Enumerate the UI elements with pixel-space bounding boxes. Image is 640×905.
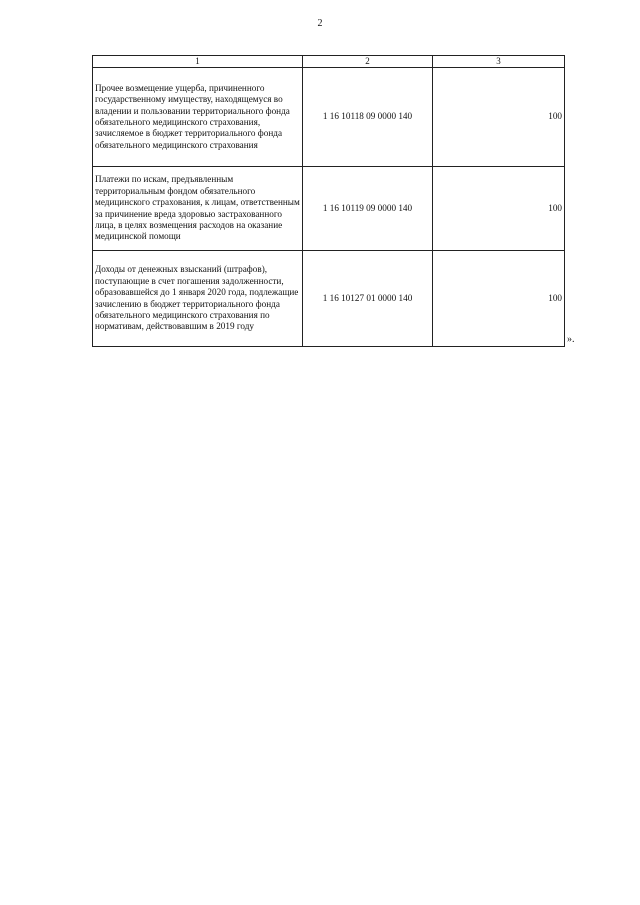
row-value: 100 bbox=[433, 167, 565, 251]
column-header-3: 3 bbox=[433, 56, 565, 68]
row-value: 100 bbox=[433, 68, 565, 167]
closing-quote-mark: ». bbox=[567, 334, 575, 345]
table-row bbox=[93, 251, 565, 347]
column-header-2: 2 bbox=[303, 56, 433, 68]
page-number: 2 bbox=[317, 18, 323, 29]
revenue-table bbox=[92, 55, 565, 347]
row-description: Прочее возмещение ущерба, причиненного государственному имуществу, находящемуся во владении и пользовании территориального фонда обязательного медицинского страхования, зачисляемое в бюджет территориального фонда обязательного медицинского страхования bbox=[93, 68, 303, 167]
row-description: Доходы от денежных взысканий (штрафов), поступающие в счет погашения задолженности, образовавшейся до 1 января 2020 года, подлежащие зачислению в бюджет территориального фонда обязательного медицинского страхования по нормативам, действовавшим в 2019 году bbox=[93, 251, 303, 347]
row-code: 1 16 10127 01 0000 140 bbox=[303, 251, 433, 347]
column-header-1: 1 bbox=[93, 56, 303, 68]
row-value: 100 bbox=[433, 251, 565, 347]
table-row bbox=[93, 68, 565, 167]
row-description: Платежи по искам, предъявленным территориальным фондом обязательного медицинского страхования, к лицам, ответственным за причинение вреда здоровью застрахованного лица, в целях возмещения расходов на оказание медицинской помощи bbox=[93, 167, 303, 251]
row-code: 1 16 10119 09 0000 140 bbox=[303, 167, 433, 251]
table-row bbox=[93, 167, 565, 251]
table-header-row bbox=[93, 56, 565, 68]
row-code: 1 16 10118 09 0000 140 bbox=[303, 68, 433, 167]
